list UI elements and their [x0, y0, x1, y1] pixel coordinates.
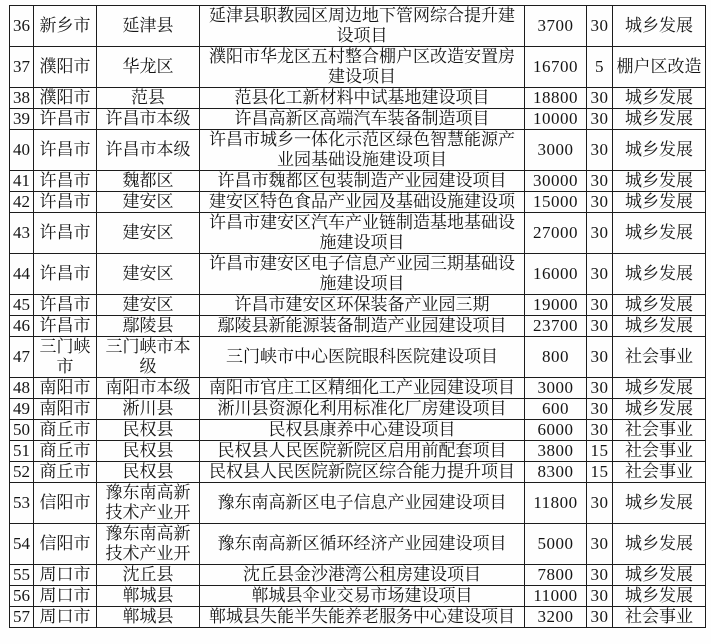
table-row	[10, 88, 706, 109]
category-cell: 城乡发展	[613, 88, 706, 109]
project-name-cell: 范县化工新材料中试基地建设项目	[200, 88, 525, 109]
term-years-cell: 30	[587, 109, 613, 130]
table-row	[10, 254, 706, 295]
city-cell: 许昌市	[34, 171, 97, 192]
county-cell: 建安区	[97, 213, 200, 254]
county-cell: 沈丘县	[97, 565, 200, 586]
row-number-cell: 47	[10, 337, 34, 378]
project-name-cell: 建安区特色食品产业园及基础设施建设项	[200, 192, 525, 213]
city-cell: 商丘市	[34, 462, 97, 483]
amount-cell: 7800	[525, 565, 587, 586]
project-name-cell: 三门峡市中心医院眼科医院建设项目	[200, 337, 525, 378]
amount-cell: 30000	[525, 171, 587, 192]
amount-cell: 8300	[525, 462, 587, 483]
row-number-cell: 55	[10, 565, 34, 586]
table-row	[10, 316, 706, 337]
amount-cell: 3700	[525, 6, 587, 47]
category-cell: 城乡发展	[613, 171, 706, 192]
project-name-cell: 豫东南高新区电子信息产业园建设项目	[200, 483, 525, 524]
amount-cell: 10000	[525, 109, 587, 130]
category-cell: 城乡发展	[613, 130, 706, 171]
amount-cell: 18800	[525, 88, 587, 109]
city-cell: 周口市	[34, 586, 97, 607]
term-years-cell: 30	[587, 88, 613, 109]
row-number-cell: 37	[10, 47, 34, 88]
table-row	[10, 607, 706, 628]
city-cell: 许昌市	[34, 192, 97, 213]
row-number-cell: 54	[10, 524, 34, 565]
term-years-cell: 30	[587, 586, 613, 607]
row-number-cell: 44	[10, 254, 34, 295]
amount-cell: 3200	[525, 607, 587, 628]
project-name-cell: 许昌市建安区电子信息产业园三期基础设施建设项目	[200, 254, 525, 295]
county-cell: 民权县	[97, 420, 200, 441]
amount-cell: 3800	[525, 441, 587, 462]
table-row	[10, 462, 706, 483]
project-name-cell: 淅川县资源化利用标准化厂房建设项目	[200, 399, 525, 420]
term-years-cell: 30	[587, 565, 613, 586]
row-number-cell: 41	[10, 171, 34, 192]
table-row	[10, 295, 706, 316]
category-cell: 城乡发展	[613, 524, 706, 565]
project-name-cell: 许昌市魏都区包装制造产业园建设项目	[200, 171, 525, 192]
city-cell: 濮阳市	[34, 47, 97, 88]
term-years-cell: 30	[587, 378, 613, 399]
table-row	[10, 6, 706, 47]
amount-cell: 11000	[525, 586, 587, 607]
category-cell: 城乡发展	[613, 213, 706, 254]
city-cell: 周口市	[34, 607, 97, 628]
term-years-cell: 30	[587, 420, 613, 441]
county-cell: 豫东南高新技术产业开	[97, 524, 200, 565]
category-cell: 城乡发展	[613, 399, 706, 420]
project-name-cell: 濮阳市华龙区五村整合棚户区改造安置房建设项目	[200, 47, 525, 88]
county-cell: 范县	[97, 88, 200, 109]
category-cell: 城乡发展	[613, 378, 706, 399]
city-cell: 周口市	[34, 565, 97, 586]
county-cell: 建安区	[97, 295, 200, 316]
project-name-cell: 许昌市建安区环保装备产业园三期	[200, 295, 525, 316]
county-cell: 鄢陵县	[97, 316, 200, 337]
county-cell: 华龙区	[97, 47, 200, 88]
term-years-cell: 30	[587, 337, 613, 378]
row-number-cell: 50	[10, 420, 34, 441]
row-number-cell: 39	[10, 109, 34, 130]
row-number-cell: 52	[10, 462, 34, 483]
term-years-cell: 30	[587, 316, 613, 337]
city-cell: 信阳市	[34, 483, 97, 524]
city-cell: 商丘市	[34, 441, 97, 462]
city-cell: 新乡市	[34, 6, 97, 47]
county-cell: 许昌市本级	[97, 109, 200, 130]
project-name-cell: 鄢陵县新能源装备制造产业园建设项目	[200, 316, 525, 337]
term-years-cell: 5	[587, 47, 613, 88]
table-row	[10, 399, 706, 420]
city-cell: 许昌市	[34, 295, 97, 316]
term-years-cell: 30	[587, 171, 613, 192]
amount-cell: 6000	[525, 420, 587, 441]
city-cell: 信阳市	[34, 524, 97, 565]
city-cell: 南阳市	[34, 378, 97, 399]
table-row	[10, 337, 706, 378]
row-number-cell: 53	[10, 483, 34, 524]
city-cell: 濮阳市	[34, 88, 97, 109]
category-cell: 城乡发展	[613, 316, 706, 337]
term-years-cell: 30	[587, 192, 613, 213]
table-row	[10, 130, 706, 171]
table-row	[10, 109, 706, 130]
amount-cell: 16700	[525, 47, 587, 88]
row-number-cell: 46	[10, 316, 34, 337]
project-name-cell: 民权县人民医院新院区启用前配套项目	[200, 441, 525, 462]
term-years-cell: 30	[587, 295, 613, 316]
row-number-cell: 40	[10, 130, 34, 171]
county-cell: 三门峡市本级	[97, 337, 200, 378]
amount-cell: 11800	[525, 483, 587, 524]
amount-cell: 3000	[525, 130, 587, 171]
term-years-cell: 15	[587, 441, 613, 462]
category-cell: 城乡发展	[613, 6, 706, 47]
city-cell: 许昌市	[34, 130, 97, 171]
category-cell: 社会事业	[613, 337, 706, 378]
category-cell: 城乡发展	[613, 254, 706, 295]
amount-cell: 600	[525, 399, 587, 420]
category-cell: 社会事业	[613, 441, 706, 462]
row-number-cell: 48	[10, 378, 34, 399]
city-cell: 南阳市	[34, 399, 97, 420]
table-row	[10, 586, 706, 607]
row-number-cell: 43	[10, 213, 34, 254]
amount-cell: 23700	[525, 316, 587, 337]
project-name-cell: 许昌市建安区汽车产业链制造基地基础设施建设项目	[200, 213, 525, 254]
project-name-cell: 豫东南高新区循环经济产业园建设项目	[200, 524, 525, 565]
amount-cell: 19000	[525, 295, 587, 316]
project-name-cell: 沈丘县金沙港湾公租房建设项目	[200, 565, 525, 586]
county-cell: 民权县	[97, 441, 200, 462]
amount-cell: 27000	[525, 213, 587, 254]
city-cell: 许昌市	[34, 316, 97, 337]
term-years-cell: 30	[587, 399, 613, 420]
city-cell: 许昌市	[34, 254, 97, 295]
row-number-cell: 56	[10, 586, 34, 607]
category-cell: 城乡发展	[613, 565, 706, 586]
category-cell: 社会事业	[613, 462, 706, 483]
county-cell: 建安区	[97, 192, 200, 213]
table-row	[10, 171, 706, 192]
category-cell: 社会事业	[613, 607, 706, 628]
row-number-cell: 42	[10, 192, 34, 213]
table-row	[10, 441, 706, 462]
county-cell: 许昌市本级	[97, 130, 200, 171]
table-row	[10, 192, 706, 213]
county-cell: 延津县	[97, 6, 200, 47]
term-years-cell: 30	[587, 213, 613, 254]
project-name-cell: 郸城县伞业交易市场建设项目	[200, 586, 525, 607]
city-cell: 商丘市	[34, 420, 97, 441]
project-name-cell: 民权县人民医院新院区综合能力提升项目	[200, 462, 525, 483]
table-row	[10, 483, 706, 524]
row-number-cell: 57	[10, 607, 34, 628]
table-row	[10, 420, 706, 441]
county-cell: 南阳市本级	[97, 378, 200, 399]
term-years-cell: 30	[587, 524, 613, 565]
category-cell: 城乡发展	[613, 109, 706, 130]
county-cell: 郸城县	[97, 586, 200, 607]
amount-cell: 5000	[525, 524, 587, 565]
county-cell: 豫东南高新技术产业开	[97, 483, 200, 524]
term-years-cell: 30	[587, 254, 613, 295]
category-cell: 城乡发展	[613, 295, 706, 316]
county-cell: 淅川县	[97, 399, 200, 420]
project-table-body	[10, 6, 706, 628]
term-years-cell: 30	[587, 130, 613, 171]
project-funding-table	[9, 5, 706, 628]
term-years-cell: 15	[587, 462, 613, 483]
table-row	[10, 378, 706, 399]
term-years-cell: 30	[587, 607, 613, 628]
county-cell: 建安区	[97, 254, 200, 295]
table-row	[10, 565, 706, 586]
category-cell: 城乡发展	[613, 483, 706, 524]
term-years-cell: 30	[587, 483, 613, 524]
city-cell: 许昌市	[34, 213, 97, 254]
project-name-cell: 许昌市城乡一体化示范区绿色智慧能源产业园基础设施建设项目	[200, 130, 525, 171]
term-years-cell: 30	[587, 6, 613, 47]
project-name-cell: 延津县职教园区周边地下管网综合提升建设项目	[200, 6, 525, 47]
city-cell: 许昌市	[34, 109, 97, 130]
table-row	[10, 524, 706, 565]
category-cell: 城乡发展	[613, 192, 706, 213]
amount-cell: 16000	[525, 254, 587, 295]
project-name-cell: 许昌高新区高端汽车装备制造项目	[200, 109, 525, 130]
county-cell: 魏都区	[97, 171, 200, 192]
category-cell: 棚户区改造	[613, 47, 706, 88]
table-row	[10, 213, 706, 254]
category-cell: 城乡发展	[613, 586, 706, 607]
county-cell: 郸城县	[97, 607, 200, 628]
row-number-cell: 36	[10, 6, 34, 47]
project-name-cell: 民权县康养中心建设项目	[200, 420, 525, 441]
project-name-cell: 南阳市官庄工区精细化工产业园建设项目	[200, 378, 525, 399]
county-cell: 民权县	[97, 462, 200, 483]
row-number-cell: 49	[10, 399, 34, 420]
row-number-cell: 51	[10, 441, 34, 462]
city-cell: 三门峡市	[34, 337, 97, 378]
category-cell: 社会事业	[613, 420, 706, 441]
amount-cell: 15000	[525, 192, 587, 213]
row-number-cell: 38	[10, 88, 34, 109]
project-name-cell: 郸城县失能半失能养老服务中心建设项目	[200, 607, 525, 628]
row-number-cell: 45	[10, 295, 34, 316]
amount-cell: 800	[525, 337, 587, 378]
table-row	[10, 47, 706, 88]
amount-cell: 3000	[525, 378, 587, 399]
